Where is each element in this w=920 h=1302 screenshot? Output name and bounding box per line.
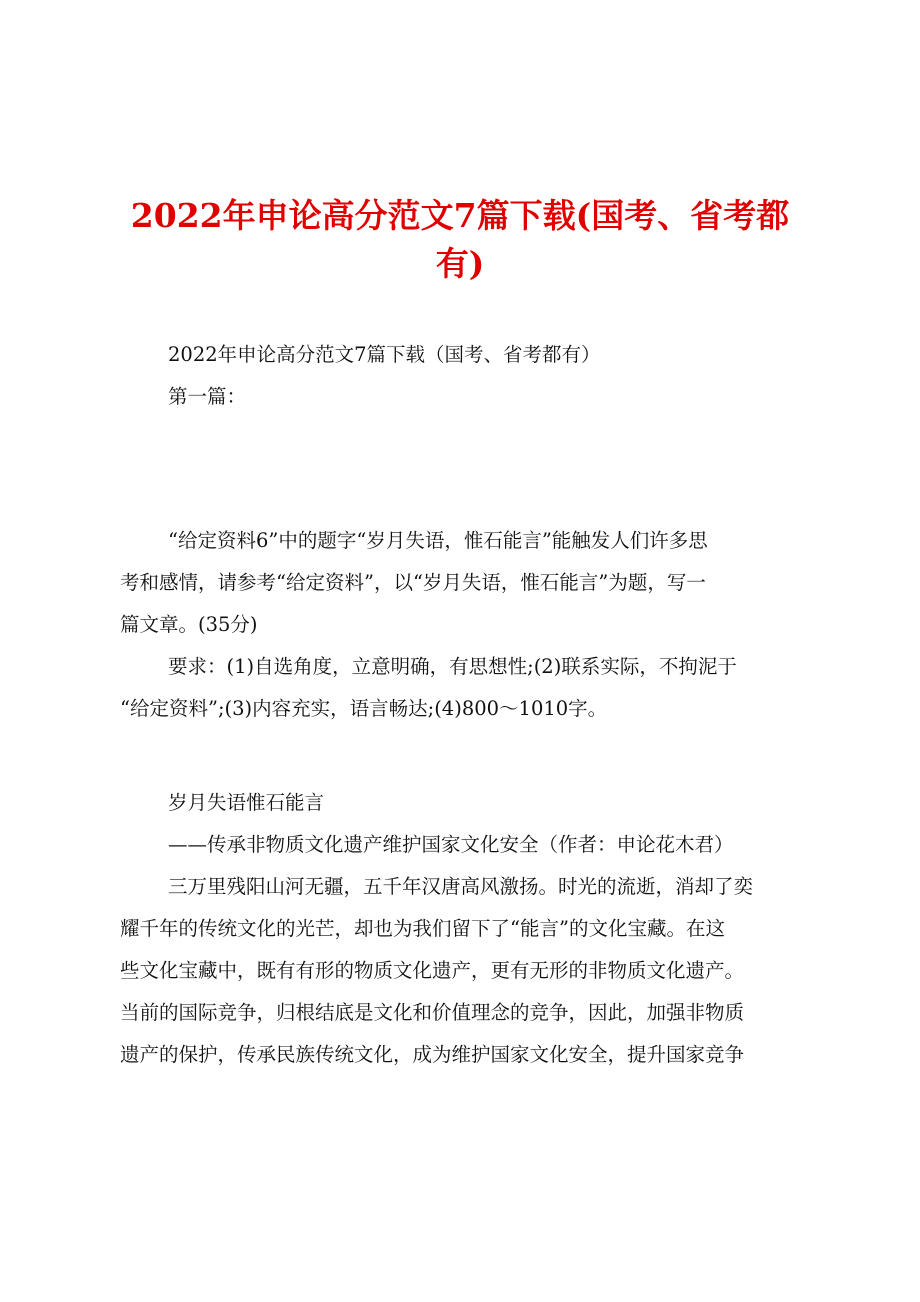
requirement-paragraph	[120, 646, 810, 730]
essay-paragraph	[120, 866, 810, 1076]
essay-line-3: 些文化宝藏中，既有有形的物质文化遗产，更有无形的非物质文化遗产。	[120, 959, 745, 982]
title-line-1: 2022年申论高分范文7篇下载(国考、省考都	[130, 196, 790, 235]
document-subtitle	[120, 334, 810, 376]
essay-line-5: 遗产的保护，传承民族传统文化，成为维护国家文化安全，提升国家竞争	[120, 1043, 745, 1066]
essay-line-4: 当前的国际竞争，归根结底是文化和价值理念的竞争，因此，加强非物质	[120, 1001, 745, 1024]
prompt-paragraph	[120, 520, 810, 646]
blank-space	[120, 418, 810, 520]
essay-title	[120, 782, 810, 824]
section-label-text: 第一篇：	[168, 385, 247, 408]
requirement-line-2: “给定资料”;(3)内容充实，语言畅达;(4)800～1010字。	[120, 697, 608, 720]
section-label	[120, 376, 810, 418]
prompt-line-2: 考和感情，请参考“给定资料”，以“岁月失语，惟石能言”为题，写一	[120, 571, 706, 594]
prompt-line-1: “给定资料6”中的题字“岁月失语，惟石能言”能触发人们许多思	[168, 529, 708, 552]
essay-line-1: 三万里残阳山河无疆，五千年汉唐高风激扬。时光的流逝，消却了奕	[168, 875, 754, 898]
blank-space-2	[120, 730, 810, 782]
essay-subtitle-text: ——传承非物质文化遗产维护国家文化安全（作者：申论花木君）	[168, 833, 734, 856]
essay-subtitle	[120, 824, 810, 866]
document-title	[100, 192, 820, 288]
subtitle-text: 2022年申论高分范文7篇下载（国考、省考都有）	[168, 343, 601, 366]
essay-line-2: 耀千年的传统文化的光芒，却也为我们留下了“能言”的文化宝藏。在这	[120, 917, 725, 940]
title-line-2: 有)	[435, 244, 485, 283]
prompt-line-3: 篇文章。(35分)	[120, 613, 258, 636]
requirement-line-1: 要求：(1)自选角度，立意明确，有思想性;(2)联系实际，不拘泥于	[168, 655, 737, 678]
essay-title-text: 岁月失语惟石能言	[168, 791, 325, 814]
document-body	[120, 334, 810, 1076]
